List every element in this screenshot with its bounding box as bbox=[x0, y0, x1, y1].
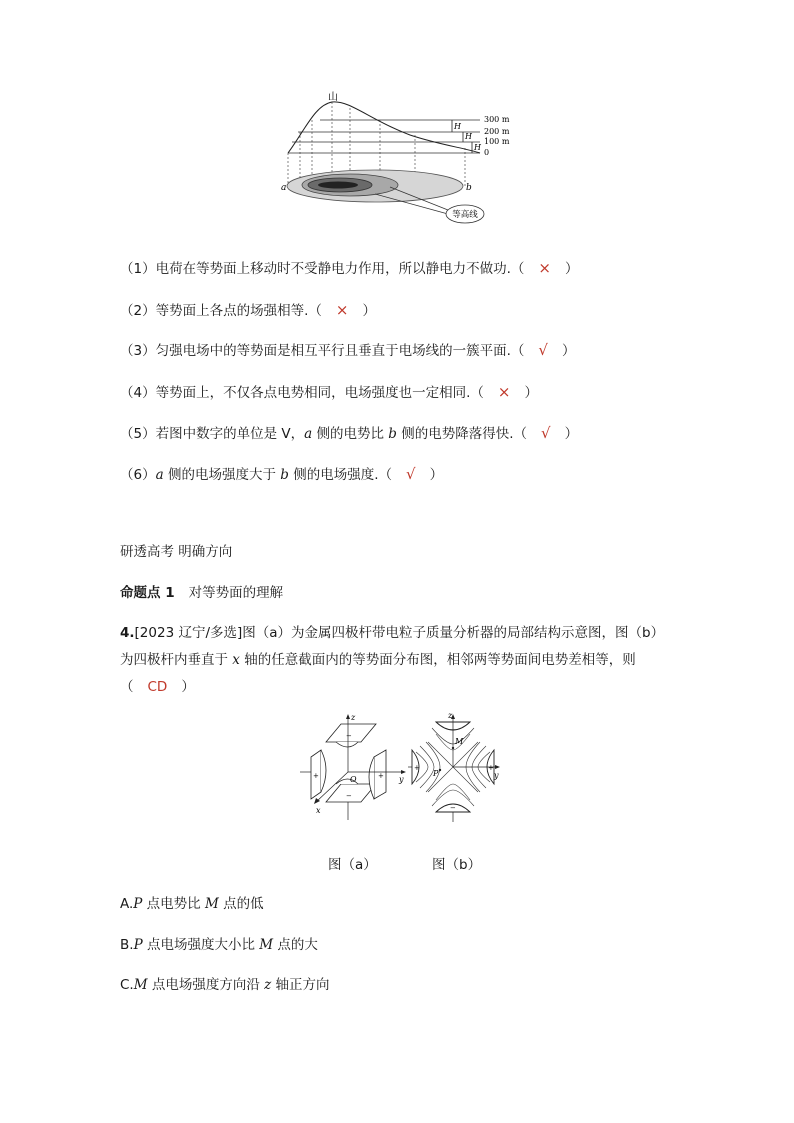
mark-2: × bbox=[335, 301, 349, 319]
answer-mark: CD bbox=[147, 679, 168, 695]
caption-figure-b: 图（b） bbox=[432, 857, 482, 873]
mark-4: × bbox=[497, 383, 511, 401]
mark-6: √ bbox=[406, 465, 416, 483]
fig-a-axis-z: z bbox=[351, 713, 356, 722]
topic-label: 命题点 1 bbox=[120, 585, 175, 601]
mark-1: × bbox=[538, 259, 551, 277]
option-a[interactable]: A.P 点电势比 M 点的低 bbox=[120, 896, 264, 912]
question-source: [2023 辽宁/多选] bbox=[134, 625, 243, 641]
mark-5: √ bbox=[541, 424, 551, 442]
fig-a-axis-x: x bbox=[316, 806, 321, 815]
fig-a-plus-right: + bbox=[378, 772, 384, 780]
question-line-2: 为四极杆内垂直于 x 轴的任意截面内的等势面分布图，相邻两等势面间电势差相等，则 bbox=[120, 652, 636, 668]
caption-figure-a: 图（a） bbox=[328, 857, 377, 873]
fig-b-plus-left: + bbox=[414, 764, 420, 772]
question-answer-line: （ CD ） bbox=[120, 679, 195, 695]
height-label-0: 0 bbox=[484, 148, 490, 157]
fig-b-minus-top: − bbox=[450, 726, 456, 734]
statement-5: （5）若图中数字的单位是 V，a 侧的电势比 b 侧的电势降落得快.（ √ ） bbox=[120, 424, 579, 442]
fig-a-origin: O bbox=[350, 775, 357, 784]
topic-heading bbox=[120, 584, 283, 602]
point-a: a bbox=[281, 183, 287, 193]
fig-b-point-m: M bbox=[455, 737, 464, 746]
option-c[interactable]: C.M 点电场强度方向沿 z 轴正方向 bbox=[120, 977, 330, 993]
height-label-300: 300 m bbox=[484, 115, 510, 124]
equipotential-figure bbox=[408, 712, 503, 827]
fig-b-point-p: P bbox=[433, 769, 439, 778]
mark-3: √ bbox=[538, 341, 548, 359]
question-line-1: 4.[2023 辽宁/多选]图（a）为金属四极杆带电粒子质量分析器的局部结构示意图，图（b） bbox=[120, 625, 665, 641]
option-b[interactable]: B.P 点电场强度大小比 M 点的大 bbox=[120, 937, 318, 953]
fig-b-axis-y: y bbox=[494, 771, 499, 780]
h-label-3: H bbox=[474, 143, 481, 152]
statement-1: （1）电荷在等势面上移动时不受静电力作用，所以静电力不做功.（ × ） bbox=[120, 259, 579, 277]
statement-3: （3）匀强电场中的等势面是相互平行且垂直于电场线的一簇平面.（ √ ） bbox=[120, 341, 576, 359]
mountain-contour-figure bbox=[280, 90, 520, 230]
topic-text: 对等势面的理解 bbox=[188, 585, 284, 601]
contour-label: 等高线 bbox=[452, 210, 478, 220]
quadrupole-structure-figure bbox=[296, 712, 411, 827]
fig-b-minus-bottom: − bbox=[450, 804, 456, 812]
statement-6: （6）a 侧的电场强度大于 b 侧的电场强度.（ √ ） bbox=[120, 465, 444, 483]
question-number: 4. bbox=[120, 625, 135, 641]
fig-a-minus-bottom: − bbox=[346, 792, 352, 800]
mountain-label: 山 bbox=[328, 92, 338, 103]
h-label-1: H bbox=[454, 122, 461, 131]
fig-a-axis-y: y bbox=[399, 775, 404, 784]
section-title: 研透高考 明确方向 bbox=[120, 544, 233, 560]
fig-b-plus-right: + bbox=[488, 764, 494, 772]
statement-4: （4）等势面上，不仅各点电势相同，电场强度也一定相同.（ × ） bbox=[120, 383, 538, 401]
fig-a-plus-left: + bbox=[313, 772, 319, 780]
statement-2: （2）等势面上各点的场强相等.（ × ） bbox=[120, 301, 376, 319]
h-label-2: H bbox=[465, 132, 472, 141]
fig-a-minus-top: − bbox=[346, 732, 352, 740]
height-label-200: 200 m bbox=[484, 127, 510, 136]
height-label-100: 100 m bbox=[484, 137, 510, 146]
fig-b-axis-z: z bbox=[448, 712, 453, 720]
point-b: b bbox=[466, 183, 472, 193]
